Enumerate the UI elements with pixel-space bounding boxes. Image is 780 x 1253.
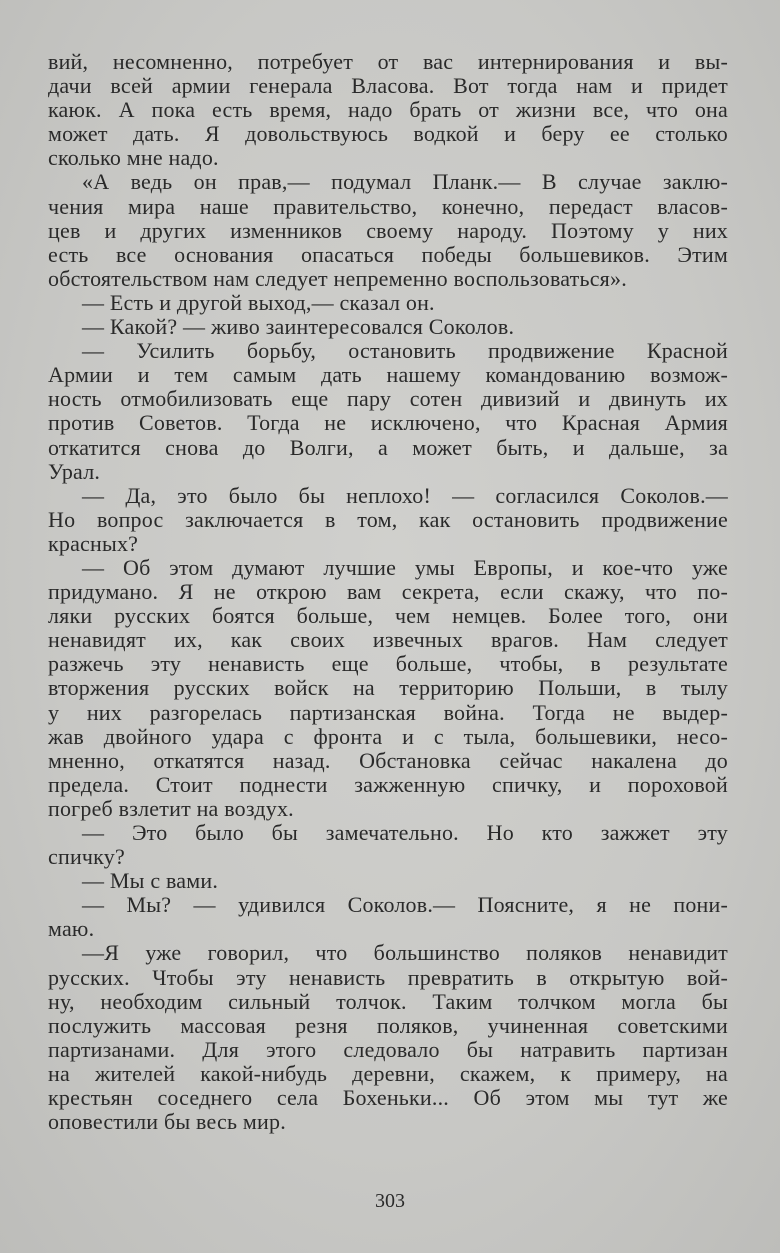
text-line: ненавидят их, как своих извечных врагов. Нам следует xyxy=(48,627,728,653)
page-body-text xyxy=(48,50,728,1134)
text-line: против Советов. Тогда не исключено, что Красная Армия xyxy=(48,410,728,436)
text-line: ну, необходим сильный толчок. Таким толчком могла бы xyxy=(48,988,728,1014)
text-line: предела. Стоит поднести зажженную спичку, и пороховой xyxy=(48,771,728,797)
text-line: Но вопрос заключается в том, как остановить продвижение xyxy=(48,506,728,532)
text-line: придумано. Я не открою вам секрета, если скажу, что по- xyxy=(48,579,728,605)
text-line: — Какой? — живо заинтересовался Соколов. xyxy=(82,314,515,340)
text-line: погреб взлетит на воздух. xyxy=(48,795,294,821)
text-line: ность отмобилизовать еще пару сотен дивизий и двинуть их xyxy=(48,386,728,412)
text-line: Урал. xyxy=(48,458,101,484)
text-line: крестьян соседнего села Бохеньки... Об этом мы тут же xyxy=(48,1085,728,1111)
text-line: жав двойного удара с фронта и с тыла, большевики, несо- xyxy=(48,723,728,749)
text-line: Армии и тем самым дать нашему командованию возмож- xyxy=(48,362,728,388)
text-line: — Это было бы замечательно. Но кто зажжет эту xyxy=(82,820,728,845)
text-line: — Об этом думают лучшие умы Европы, и кое-что уже xyxy=(82,554,728,580)
text-line: послужить массовая резня поляков, учиненная советскими xyxy=(48,1012,728,1038)
text-line: спичку? xyxy=(48,844,125,870)
text-line: ляки русских боятся больше, чем немцев. Более того, они xyxy=(48,603,728,629)
text-line: каюк. А пока есть время, надо брать от жизни все, что она xyxy=(48,97,728,123)
text-line: — Мы? — удивился Соколов.— Поясните, я не пони- xyxy=(82,892,728,918)
text-line: чения мира наше правительство, конечно, передаст власов- xyxy=(48,193,728,219)
text-line: мненно, откатятся назад. Обстановка сейчас накалена до xyxy=(48,747,728,773)
text-line: партизанами. Для этого следовало бы натравить партизан xyxy=(48,1036,728,1062)
text-line: оповестили бы весь мир. xyxy=(48,1109,286,1135)
text-line: есть все основания опасаться победы большевиков. Этим xyxy=(48,241,728,267)
text-line: — Да, это было бы неплохо! — согласился Соколов.— xyxy=(82,482,728,508)
text-line: дачи всей армии генерала Власова. Вот тогда нам и придет xyxy=(48,73,728,99)
text-line: — Усилить борьбу, остановить продвижение Красной xyxy=(82,338,728,364)
text-line: у них разгорелась партизанская война. Тогда не выдер- xyxy=(48,699,728,725)
text-line: маю. xyxy=(48,916,95,942)
text-line: — Есть и другой выход,— сказал он. xyxy=(82,289,435,315)
text-line: на жителей какой-нибудь деревни, скажем, к примеру, на xyxy=(48,1060,728,1086)
text-line: может дать. Я довольствуюсь водкой и беру ее столько xyxy=(48,121,728,147)
text-line: русских. Чтобы эту ненависть превратить в открытую вой- xyxy=(48,964,728,990)
text-line: вторжения русских войск на территорию Польши, в тылу xyxy=(48,675,728,701)
text-line: — Мы с вами. xyxy=(82,868,219,894)
text-line: цев и других изменников своему народу. Поэтому у них xyxy=(48,217,728,243)
text-line: «А ведь он прав,— подумал Планк.— В случае заклю- xyxy=(82,169,728,195)
page-number: 303 xyxy=(375,1190,405,1212)
text-line: разжечь эту ненависть еще больше, чтобы, в результате xyxy=(48,651,728,677)
text-line: —Я уже говорил, что большинство поляков ненавидит xyxy=(82,940,728,966)
text-line: обстоятельством нам следует непременно воспользоваться». xyxy=(48,265,627,291)
text-line: вий, несомненно, потребует от вас интернирования и вы- xyxy=(48,49,728,74)
text-line: сколько мне надо. xyxy=(48,145,219,171)
text-line: откатится снова до Волги, а может быть, и дальше, за xyxy=(48,434,728,460)
text-line: красных? xyxy=(48,530,139,556)
